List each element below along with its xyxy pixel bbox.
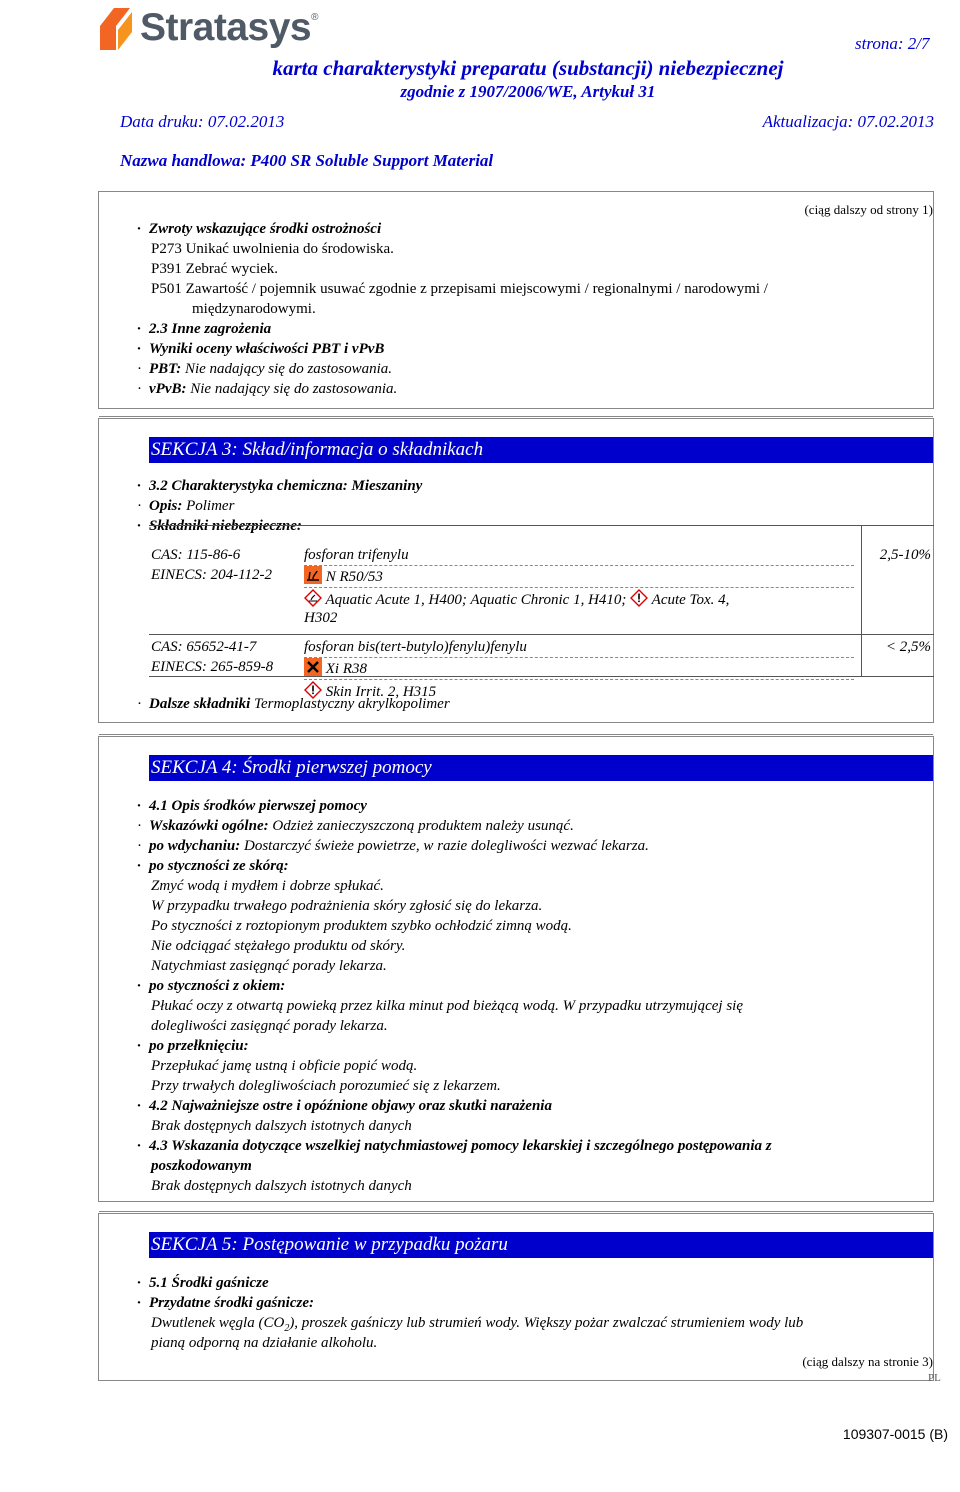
component-dsd: N R50/53 [304,566,383,586]
component-clp: Aquatic Acute 1, H400; Aquatic Chronic 1, H410; Acute Tox. 4, [304,589,729,609]
s32-heading: · 3.2 Charakterystyka chemiczna: Mieszaniny [137,478,423,494]
eye-1: Płukać oczy z otwartą powieką przez kilka minut pod bieżącą wodą. W przypadku utrzymującej się [151,998,743,1014]
section-2-continued [98,191,934,409]
vpvb-result: · vPvB: Nie nadający się do zastosowania. [137,381,398,397]
component-einecs: EINECS: 265-859-8 [151,659,274,675]
s41-heading: · 4.1 Opis środków pierwszej pomocy [137,798,367,814]
suitable-media-1: Dwutlenek węgla $(CO_2)$, proszek gaśniczy lub strumień wody. Większy pożar zwalczać strumieniem wody lub [151,1315,804,1334]
p501-cont: międzynarodowymi. [192,301,316,317]
skin-contact-heading: · po styczności ze skórą: [137,858,289,874]
ingestion-2: Przy trwałych dolegliwościach porozumieć się z lekarzem. [151,1078,501,1094]
update-date: Aktualizacja: 07.02.2013 [762,112,934,131]
s43-heading-cont: poszkodowanym [151,1158,252,1174]
continued-to: (ciąg dalszy na stronie 3) [802,1354,933,1369]
dates-row [120,112,934,132]
components-table [149,525,934,700]
stratasys-logo [96,4,326,54]
general-advice: · Wskazówki ogólne: Odzież zanieczyszczoną produktem należy usunąć. [137,818,574,834]
print-date: Data druku: 07.02.2013 [120,112,285,131]
s42-heading: · 4.2 Najważniejsze ostre i opóźnione objawy oraz skutki narażenia [137,1098,552,1114]
environment-hazard-icon [304,566,322,584]
description: · Opis: Polimer [137,498,235,514]
skin-4: Nie odciągać stężałego produktu od skóry. [151,938,406,954]
p273: P273 Unikać uwolnienia do środowiska. [151,241,394,257]
section-3-heading: SEKCJA 3: Skład/informacja o składnikach [149,437,933,463]
brand-name: Stratasys® [140,6,318,49]
precaution-heading: · Zwroty wskazujące środki ostrożności [137,221,382,237]
ghs-exclamation-icon [630,589,648,607]
component-concentration: 2,5-10% [879,547,931,563]
skin-3: Po styczności z roztopionym produktem szybko ochłodzić zimną wodą. [151,918,572,934]
other-hazards: · 2.3 Inne zagrożenia [137,321,272,337]
p391: P391 Zebrać wyciek. [151,261,279,277]
hazardous-components-heading: · Składniki niebezpieczne: [137,518,302,534]
component-cas: CAS: 115-86-6 [151,547,241,563]
trade-name: Nazwa handlowa: P400 SR Soluble Support Material [120,151,494,170]
s43-heading: · 4.3 Wskazania dotyczące wszelkiej natychmiastowej pomocy lekarskiej i szczególnego postępowania z [137,1138,772,1154]
component-name: fosforan bis(tert-butylo)fenylu)fenylu [304,639,527,655]
pbt-result: · PBT: Nie nadający się do zastosowania. [137,361,393,377]
eye-2: dolegliwości zasięgnąć porady lekarza. [151,1018,388,1034]
document-code: 109307-0015 (B) [842,1426,948,1442]
suitable-media-heading: · Przydatne środki gaśnicze: [137,1295,314,1311]
pbt-heading: · Wyniki oceny właściwości PBT i vPvB [137,341,385,357]
irritant-icon [304,658,322,676]
component-name: fosforan trifenylu [304,547,409,563]
component-clp: Skin Irrit. 2, H315 [304,681,436,701]
component-dsd: Xi R38 [304,658,367,678]
section-5 [98,1213,934,1381]
further-components: · Dalsze składniki Termoplastyczny akrylkopolimer [137,696,450,712]
ghs-environment-icon [304,589,322,607]
document-subtitle: zgodnie z 1907/2006/WE, Artykuł 31 [400,82,656,101]
component-cas: CAS: 65652-41-7 [151,639,257,655]
eye-contact-heading: · po styczności z okiem: [137,978,286,994]
suitable-media-2: pianą odporną na działanie alkoholu. [151,1335,378,1351]
language-code: PL [928,1372,941,1384]
document-title: karta charakterystyki preparatu (substancji) niebezpiecznej [272,56,784,80]
component-einecs: EINECS: 204-112-2 [151,567,272,583]
ingestion-1: Przepłukać jamę ustną i obficie popić wodą. [151,1058,418,1074]
ingestion-heading: · po przełknięciu: [137,1038,249,1054]
section-5-heading: SEKCJA 5: Postępowanie w przypadku pożaru [149,1232,933,1258]
inhalation: · po wdychaniu: Dostarczyć świeże powietrze, w razie dolegliwości wezwać lekarza. [137,838,649,854]
stratasys-logo-icon [96,6,136,52]
s42-value: Brak dostępnych dalszych istotnych danych [151,1118,412,1134]
s43-value: Brak dostępnych dalszych istotnych danych [151,1178,412,1194]
component-concentration: < 2,5% [885,639,931,655]
skin-2: W przypadku trwałego podrażnienia skóry zgłosić się do lekarza. [151,898,543,914]
skin-5: Natychmiast zasięgnąć porady lekarza. [151,958,387,974]
page-number: strona: 2/7 [855,34,930,53]
continued-from: (ciąg dalszy od strony 1) [804,202,933,217]
section-4-heading: SEKCJA 4: Środki pierwszej pomocy [149,755,933,781]
skin-1: Zmyć wodą i mydłem i dobrze spłukać. [151,878,384,894]
section-4 [98,736,934,1202]
s51-heading: · 5.1 Środki gaśnicze [137,1275,269,1291]
p501: P501 Zawartość / pojemnik usuwać zgodnie z przepisami miejscowymi / regionalnymi / narodowymi / [151,281,768,297]
component-clp-cont: H302 [304,610,338,626]
section-3 [98,418,934,723]
